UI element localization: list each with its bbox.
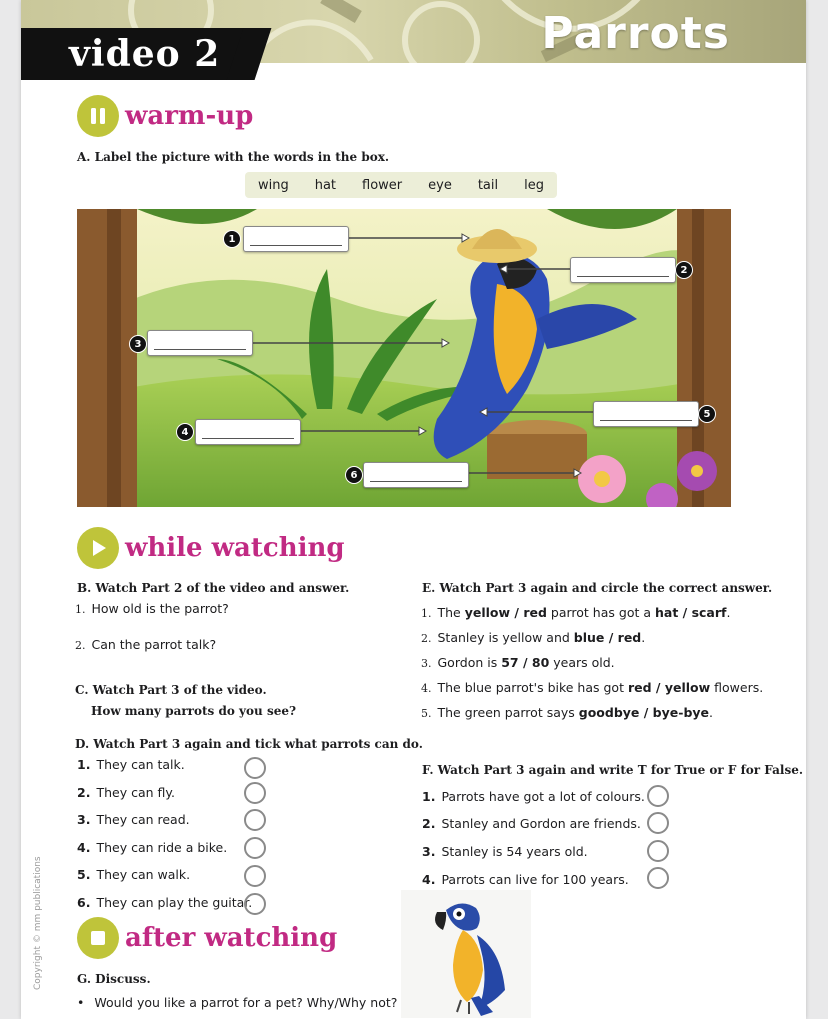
answer-choice[interactable]: 57 / 80: [501, 655, 550, 670]
while-watching-title: while watching: [125, 533, 345, 563]
answer-circle[interactable]: [647, 812, 669, 834]
video-label: video 2: [69, 33, 221, 75]
parrot-scene-illustration: [77, 209, 731, 507]
answer-circle[interactable]: [647, 785, 669, 807]
label-answer-box-3[interactable]: [147, 330, 253, 356]
word-item: flower: [362, 177, 403, 193]
true-false-item: 3. Stanley is 54 years old.: [422, 844, 588, 859]
question-c: How many parrots do you see?: [91, 704, 296, 718]
true-false-item: 2. Stanley and Gordon are friends.: [422, 816, 641, 831]
label-answer-box-2[interactable]: [570, 257, 676, 283]
tick-circle[interactable]: [244, 809, 266, 831]
warmup-title: warm-up: [125, 101, 254, 131]
answer-choice[interactable]: hat / scarf: [654, 605, 727, 620]
badge-6: 6: [345, 466, 363, 484]
true-false-item: 4. Parrots can live for 100 years.: [422, 872, 629, 887]
answer-circle[interactable]: [647, 867, 669, 889]
circle-item: 5. The green parrot says goodbye / bye-bye.: [421, 705, 713, 720]
tick-item: 1. They can talk.: [77, 757, 185, 772]
answer-circle[interactable]: [647, 840, 669, 862]
worksheet-page: [21, 0, 806, 1019]
badge-1: 1: [223, 230, 241, 248]
instruction-b: B. Watch Part 2 of the video and answer.: [77, 581, 350, 595]
word-box: [245, 172, 557, 198]
label-answer-box-6[interactable]: [363, 462, 469, 488]
true-false-item: 1. Parrots have got a lot of colours.: [422, 789, 645, 804]
tick-item: 2. They can fly.: [77, 785, 175, 800]
word-item: tail: [477, 177, 499, 193]
instruction-e: E. Watch Part 3 again and circle the correct answer.: [422, 581, 773, 595]
circle-item: 2. Stanley is yellow and blue / red.: [421, 630, 646, 645]
warmup-heading: [77, 95, 253, 137]
copyright-notice: Copyright © mm publications: [33, 856, 43, 990]
answer-choice[interactable]: yellow / red: [464, 605, 547, 620]
tick-circle[interactable]: [244, 893, 266, 915]
word-item: hat: [314, 177, 337, 193]
badge-2: 2: [675, 261, 693, 279]
tick-circle[interactable]: [244, 865, 266, 887]
instruction-a: A. Label the picture with the words in the box.: [77, 150, 390, 164]
play-icon: [77, 527, 119, 569]
answer-choice[interactable]: blue / red: [573, 630, 642, 645]
question-b-1: 1. How old is the parrot?: [75, 601, 229, 616]
label-answer-box-1[interactable]: [243, 226, 349, 252]
macaw-illustration: [401, 890, 531, 1018]
circle-item: 1. The yellow / red parrot has got a hat / scarf.: [421, 605, 731, 620]
pause-icon: [77, 95, 119, 137]
instruction-f: F. Watch Part 3 again and write T for True or F for False.: [422, 763, 804, 777]
question-b-2: 2. Can the parrot talk?: [75, 637, 217, 652]
instruction-d: D. Watch Part 3 again and tick what parrots can do.: [75, 737, 423, 751]
badge-5: 5: [698, 405, 716, 423]
page-title: Parrots: [541, 8, 730, 59]
tick-item: 4. They can ride a bike.: [77, 840, 228, 855]
stop-icon: [77, 917, 119, 959]
word-item: leg: [524, 177, 544, 193]
after-watching-title: after watching: [125, 923, 338, 953]
tick-circle[interactable]: [244, 782, 266, 804]
after-watching-heading: [77, 917, 337, 959]
circle-item: 4. The blue parrot's bike has got red / yellow flowers.: [421, 680, 764, 695]
badge-3: 3: [129, 335, 147, 353]
discussion-item: • Would you like a parrot for a pet? Why/Why not?: [77, 995, 398, 1010]
instruction-c: C. Watch Part 3 of the video.: [75, 683, 267, 697]
tick-item: 3. They can read.: [77, 812, 190, 827]
label-answer-box-5[interactable]: [593, 401, 699, 427]
word-item: wing: [257, 177, 289, 193]
tick-item: 5. They can walk.: [77, 867, 191, 882]
tick-circle[interactable]: [244, 757, 266, 779]
label-answer-box-4[interactable]: [195, 419, 301, 445]
tick-circle[interactable]: [244, 837, 266, 859]
badge-4: 4: [176, 423, 194, 441]
answer-choice[interactable]: red / yellow: [627, 680, 711, 695]
tick-item: 6. They can play the guitar.: [77, 895, 253, 910]
while-watching-heading: [77, 527, 345, 569]
word-item: eye: [428, 177, 452, 193]
circle-item: 3. Gordon is 57 / 80 years old.: [421, 655, 615, 670]
answer-choice[interactable]: goodbye / bye-bye: [578, 705, 710, 720]
instruction-g: G. Discuss.: [77, 972, 151, 986]
